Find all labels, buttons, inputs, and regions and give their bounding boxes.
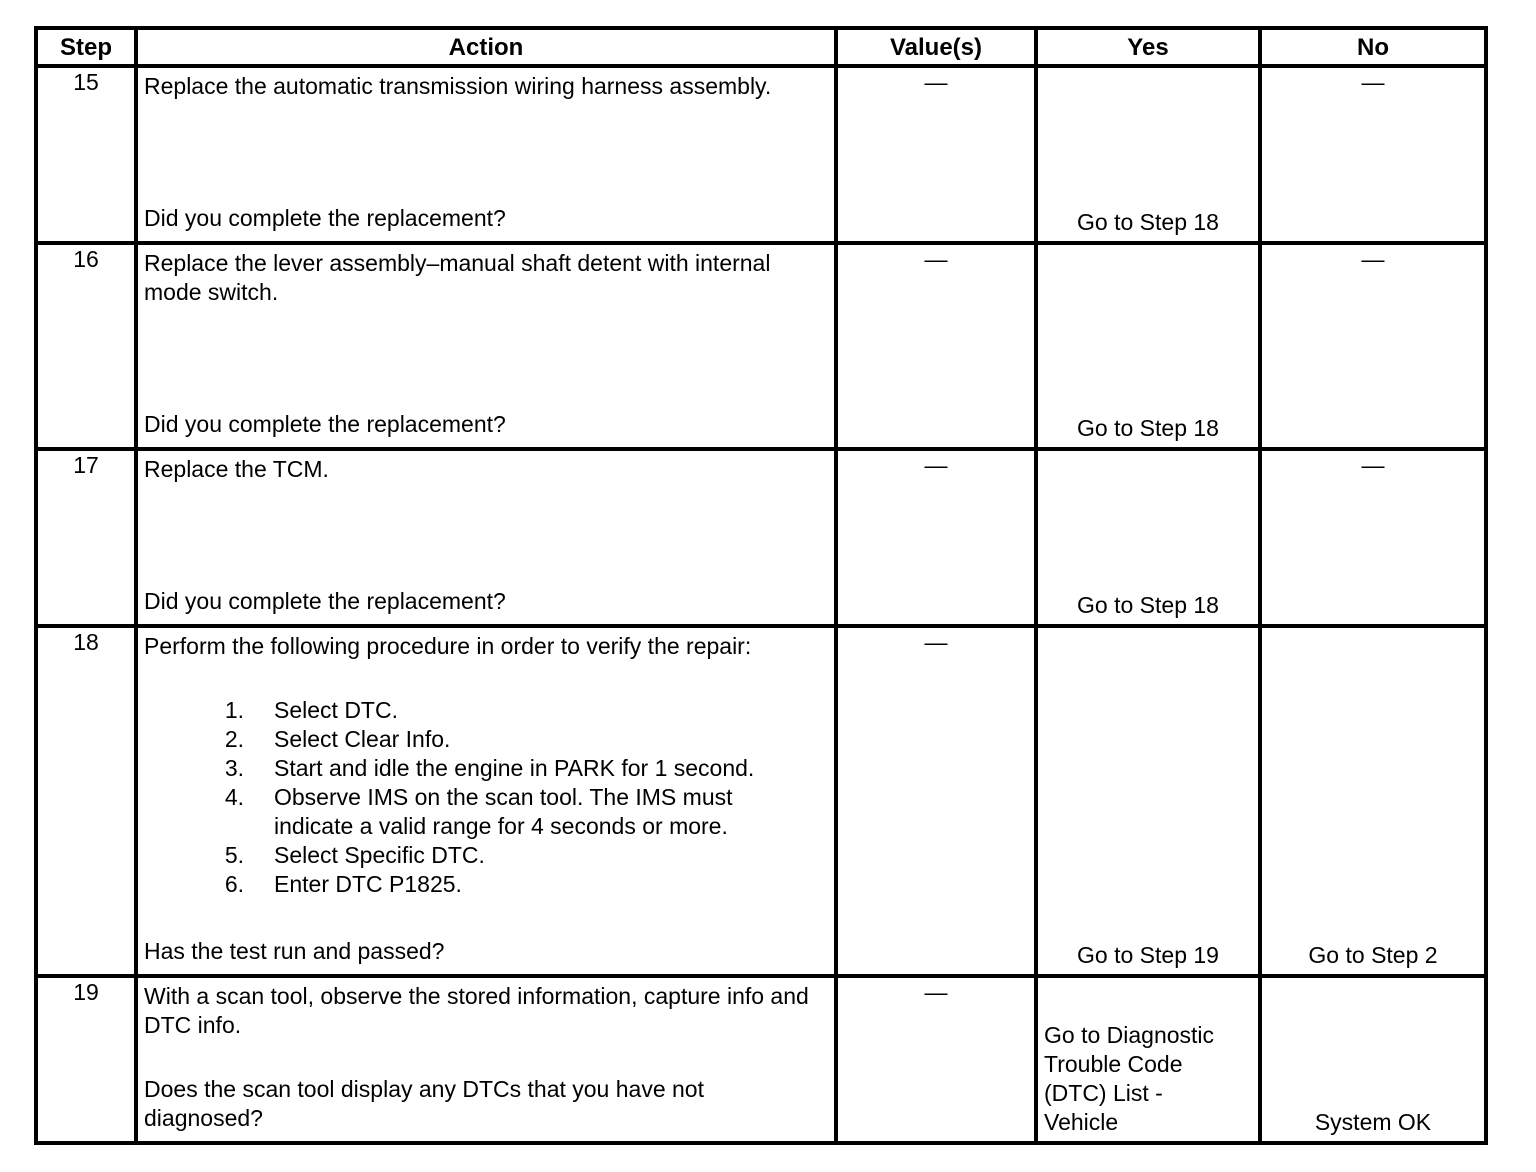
action-instruction: Perform the following procedure in order to verify the repair: (144, 633, 752, 659)
no-cell (1260, 626, 1486, 976)
step-number: 16 (36, 243, 136, 449)
table-row (36, 449, 1486, 626)
list-item: 1. Select DTC. (224, 696, 398, 723)
yes-cell (1036, 976, 1260, 1143)
action-question: Did you complete the replacement? (144, 411, 506, 437)
yes-cell (1036, 626, 1260, 976)
action-instruction: Replace the automatic transmission wiring harness assembly. (144, 73, 772, 99)
yes-cell (1036, 66, 1260, 243)
no-cell (1260, 976, 1486, 1143)
yes-link[interactable]: Go to Step 18 (1077, 592, 1219, 618)
action-question: Has the test run and passed? (144, 938, 445, 964)
step-number: 18 (36, 626, 136, 976)
procedure-list (144, 696, 828, 899)
list-item: 3. Start and idle the engine in PARK for 1 second. (224, 754, 755, 781)
list-item: 6. Enter DTC P1825. (224, 870, 462, 897)
list-item: 2. Select Clear Info. (224, 725, 451, 752)
action-cell (136, 449, 836, 626)
step-number: 15 (36, 66, 136, 243)
action-cell (136, 66, 836, 243)
values-cell: — (836, 66, 1036, 243)
no-cell: — (1260, 449, 1486, 626)
table-row (36, 66, 1486, 243)
yes-link[interactable]: Go to Step 18 (1077, 415, 1219, 441)
yes-link[interactable]: Go to Step 19 (1077, 942, 1219, 968)
header-values: Value(s) (836, 28, 1036, 66)
header-row (36, 28, 1486, 66)
header-action: Action (136, 28, 836, 66)
table-row (36, 626, 1486, 976)
step-number: 19 (36, 976, 136, 1143)
action-instruction: Replace the lever assembly–manual shaft detent with internal mode switch. (144, 250, 771, 305)
table-row (36, 976, 1486, 1143)
header-no: No (1260, 28, 1486, 66)
diagnostic-table (34, 26, 1488, 1145)
values-cell: — (836, 976, 1036, 1143)
action-cell (136, 976, 836, 1143)
yes-link[interactable]: Go to Diagnostic Trouble Code (DTC) List - Vehicle (1044, 1022, 1215, 1135)
yes-cell (1036, 243, 1260, 449)
yes-cell (1036, 449, 1260, 626)
action-cell (136, 243, 836, 449)
action-question: Did you complete the replacement? (144, 588, 506, 614)
table-row (36, 243, 1486, 449)
list-item: 4. Observe IMS on the scan tool. The IMS must indicate a valid range for 4 seconds or more. (224, 783, 733, 839)
values-cell: — (836, 449, 1036, 626)
no-link[interactable]: Go to Step 2 (1308, 942, 1438, 968)
no-status: System OK (1314, 1109, 1432, 1135)
yes-link[interactable]: Go to Step 18 (1077, 209, 1219, 235)
action-instruction: With a scan tool, observe the stored information, capture info and DTC info. (144, 983, 809, 1038)
header-step: Step (36, 28, 136, 66)
list-item: 5. Select Specific DTC. (224, 841, 485, 868)
action-question: Does the scan tool display any DTCs that you have not diagnosed? (144, 1076, 704, 1131)
values-cell: — (836, 243, 1036, 449)
action-cell (136, 626, 836, 976)
action-instruction: Replace the TCM. (144, 456, 329, 482)
values-cell: — (836, 626, 1036, 976)
no-cell: — (1260, 243, 1486, 449)
header-yes: Yes (1036, 28, 1260, 66)
action-question: Did you complete the replacement? (144, 205, 506, 231)
step-number: 17 (36, 449, 136, 626)
no-cell: — (1260, 66, 1486, 243)
